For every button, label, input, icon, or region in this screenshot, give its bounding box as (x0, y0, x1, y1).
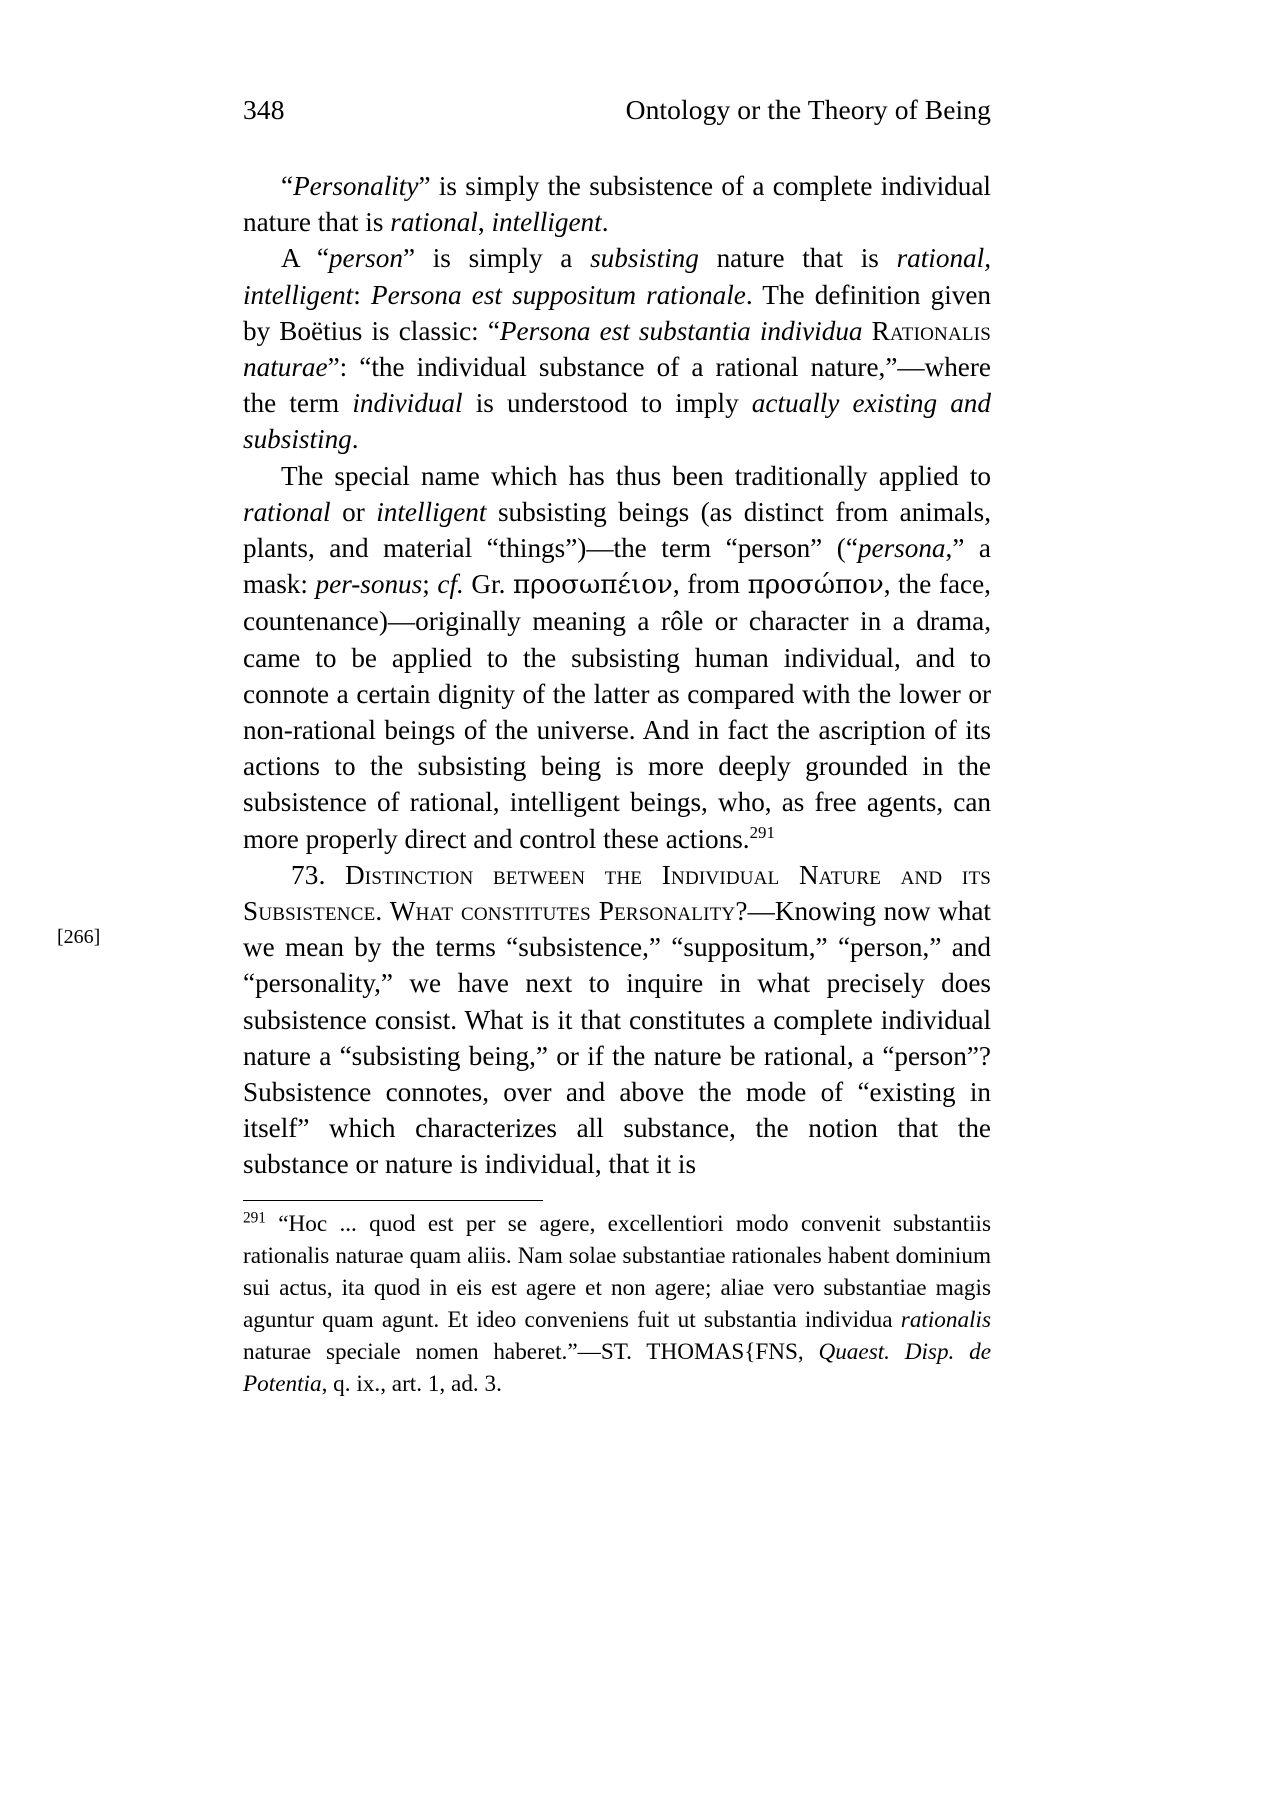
footnote-marker: 291 (243, 1209, 266, 1227)
footnote-area (243, 1200, 991, 1400)
footnote-text: “Hoc ... quod est per se agere, excellentiori modo convenit substantiis rationalis naturae quam aliis. Nam solae substantiae rationales habent dominium sui actus, ita quod in eis est agere et non agere; aliae vero substantiae magis aguntur quam agunt. Et ideo conveniens fuit ut substantia individua rationalis naturae speciale nomen haberet.”—ST. THOMAS{FNS, Quaest. Disp. de Potentia, q. ix., art. 1, ad. 3. (243, 1211, 991, 1397)
paragraph: “Personality” is simply the subsistence of a complete individual nature that is rational, intelligent. (243, 171, 991, 238)
section-number: 73. (291, 859, 326, 890)
text-column (243, 168, 991, 1183)
paragraph: The special name which has thus been traditionally applied to rational or intelligent subsisting beings (as distinct from animals, plants, and material “things”)—the term “person” (“persona,” a mask: per-sonus; cf. Gr. προσωπέιον, from προσώπον, the face, countenance)—originally meaning a rôle or character in a drama, came to be applied to the subsisting human individual, and to connote a certain dignity of the latter as compared with the lower or non-rational beings of the universe. And in fact the ascription of its actions to the subsisting being is more deeply grounded in the subsistence of rational, intelligent beings, who, as free agents, can more properly direct and control these actions.$^{291}$ (243, 460, 991, 854)
section-heading: Distinction between the Individual Nature and its Subsistence. What constitutes Personality? (243, 859, 992, 927)
section-body: —Knowing now what we mean by the terms “subsistence,” “suppositum,” “person,” and “personality,” we have next to inquire in what precisely does subsistence consist. What is it that constitutes a complete individual nature a “subsisting being,” or if the nature be rational, a “person”? Subsistence connotes, over and above the mode of “existing in itself” which characterizes all substance, the notion that the substance or nature is individual, that it is (243, 896, 991, 1180)
margin-folio: [266] (57, 926, 101, 948)
running-head-title: Ontology or the Theory of Being (625, 94, 991, 125)
footnote-rule (243, 1200, 543, 1201)
page-number: 348 (243, 94, 285, 125)
running-head (243, 92, 991, 132)
paragraph: A “person” is simply a subsisting nature that is rational, intelligent: Persona est suppositum rationale. The definition given by Boëtius is classic: “Persona est substantia individua Rationalis naturae”: “the individual substance of a rational nature,”—where the term individual is understood to imply actually existing and subsisting. (243, 243, 991, 455)
section-paragraph (243, 857, 991, 1183)
footnote (243, 1208, 991, 1400)
